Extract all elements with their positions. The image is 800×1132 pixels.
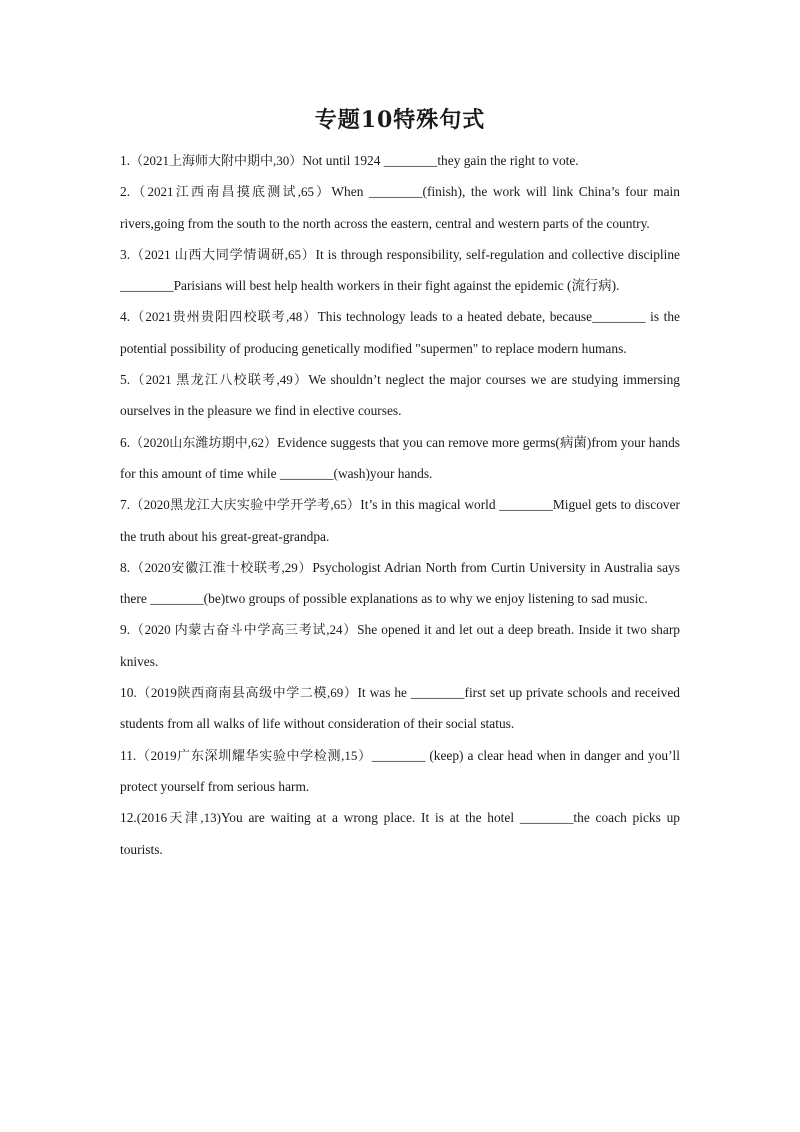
- question-source: （2020黑龙江大庆实验中学开学考,65）: [130, 497, 361, 513]
- question-source: （2021江西南昌摸底测试,65）: [130, 184, 332, 200]
- question-text: When ________(finish), the work will link China’s four main rivers,going from the south to the north across the eastern, central and western parts of the country.: [120, 184, 680, 231]
- question-text: It is through responsibility, self-regulation and collective discipline ________Parisians will best help health workers in their fight against the epidemic (流行病).: [120, 246, 680, 294]
- page-title: 专题10特殊句式: [314, 107, 486, 133]
- question-source: （2019广东深圳耀华实验中学检测,15）: [136, 747, 372, 763]
- question-number: 2.: [120, 184, 131, 200]
- question-text: Evidence suggests that you can remove more germs(病菌)from your hands for this amount of time while ________(wash)your hands.: [120, 434, 680, 481]
- question-source: （2021贵州贵阳四校联考,48）: [130, 309, 318, 325]
- question-text: Not until 1924 ________they gain the right to vote.: [302, 153, 579, 168]
- question-item: [120, 364, 680, 427]
- question-number: 10.: [120, 685, 137, 701]
- question-source: （2020 内蒙古奋斗中学高三考试,24）: [130, 622, 358, 638]
- question-text: She opened it and let out a deep breath. Inside it two sharp knives.: [120, 622, 680, 669]
- question-item: [120, 427, 680, 490]
- question-item: [120, 489, 680, 552]
- question-number: 1.: [120, 153, 131, 168]
- question-item: [120, 145, 680, 176]
- question-item: [120, 740, 680, 803]
- question-source: （2021 山西大同学情调研,65）: [130, 246, 316, 262]
- question-source: (2016天津,13): [136, 810, 221, 826]
- question-text: You are waiting at a wrong place. It is at the hotel ________the coach picks up tourists.: [120, 810, 680, 857]
- question-source: （2020山东潍坊期中,62）: [130, 434, 278, 450]
- question-text: It’s in this magical world ________Miguel gets to discover the truth about his great-great-grandpa.: [120, 497, 680, 544]
- question-item: [120, 552, 680, 615]
- question-number: 7.: [120, 497, 131, 513]
- question-text: It was he ________first set up private schools and received students from all walks of life without consideration of their social status.: [120, 685, 680, 732]
- question-item: [120, 614, 680, 677]
- question-text: Psychologist Adrian North from Curtin University in Australia says there ________(be)two groups of possible explanations as to why we enjoy listening to sad music.: [120, 559, 680, 607]
- question-number: 8.: [120, 559, 131, 575]
- question-number: 9.: [120, 622, 131, 638]
- question-source: （2020安徽江淮十校联考,29）: [130, 559, 313, 575]
- question-item: [120, 802, 680, 865]
- question-number: 3.: [120, 246, 131, 262]
- question-number: 5.: [120, 372, 131, 388]
- question-source: （2019陕西商南县高级中学二模,69）: [136, 685, 358, 701]
- question-text: This technology leads to a heated debate, because________ is the potential possibility of producing genetically modified "supermen" to replace modern humans.: [120, 309, 680, 356]
- question-item: [120, 176, 680, 239]
- question-number: 4.: [120, 309, 131, 325]
- question-text: We shouldn’t neglect the major courses we are studying immersing ourselves in the pleasure we find in elective courses.: [120, 372, 680, 419]
- question-item: [120, 677, 680, 740]
- question-number: 6.: [120, 434, 131, 450]
- question-item: [120, 301, 680, 364]
- question-number: 11.: [120, 747, 137, 763]
- question-list: [120, 145, 680, 865]
- question-source: （2021 黑龙江八校联考,49）: [130, 372, 309, 388]
- question-number: 12.: [120, 810, 137, 826]
- question-text: ________ (keep) a clear head when in danger and you’ll protect yourself from serious harm.: [120, 747, 680, 794]
- question-source: （2021上海师大附中期中,30）: [130, 153, 303, 168]
- question-item: [120, 239, 680, 302]
